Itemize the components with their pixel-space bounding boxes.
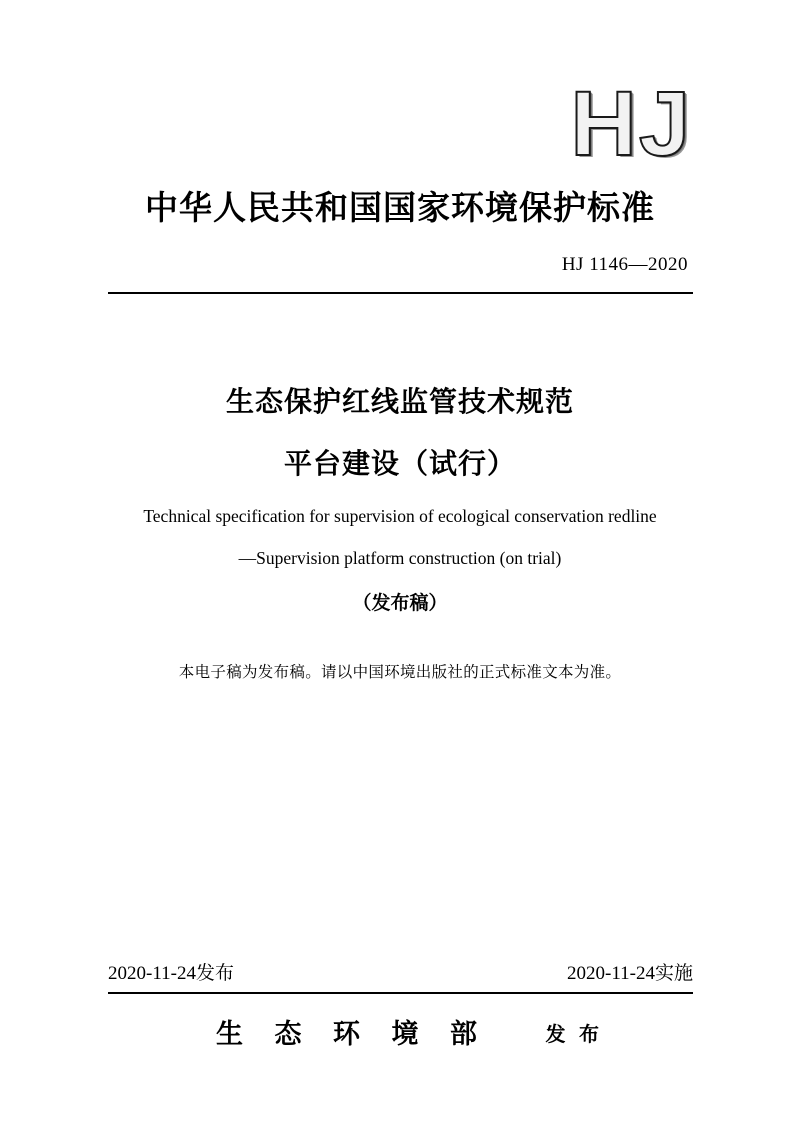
hj-logo-icon: HJ — [570, 73, 692, 175]
footer-divider — [108, 992, 693, 994]
header-divider — [108, 292, 693, 294]
title-en-line2: —Supervision platform construction (on trial) — [238, 548, 562, 568]
issuer-row — [108, 1010, 693, 1054]
title-cn-line1: 生态保护红线监管技术规范 — [225, 386, 574, 417]
standard-number: HJ 1146—2020 — [561, 254, 688, 275]
issuer-action: 发 布 — [545, 1024, 603, 1046]
publication-note: 本电子稿为发布稿。请以中国环境出版社的正式标准文本为准。 — [178, 664, 622, 681]
issue-date: 2020-11-24发布 — [108, 963, 234, 984]
dates-row — [108, 958, 693, 985]
issuer-name: 生 态 环 境 部 — [216, 1019, 490, 1049]
title-en-line1: Technical specification for supervision of ecological conservation redline — [143, 506, 657, 526]
series-title: 中华人民共和国国家环境保护标准 — [145, 189, 655, 226]
effective-date: 2020-11-24实施 — [567, 963, 693, 984]
draft-label: （发布稿） — [352, 593, 448, 614]
hj-logo-container — [0, 73, 800, 175]
title-cn-line2: 平台建设（试行） — [283, 448, 516, 479]
